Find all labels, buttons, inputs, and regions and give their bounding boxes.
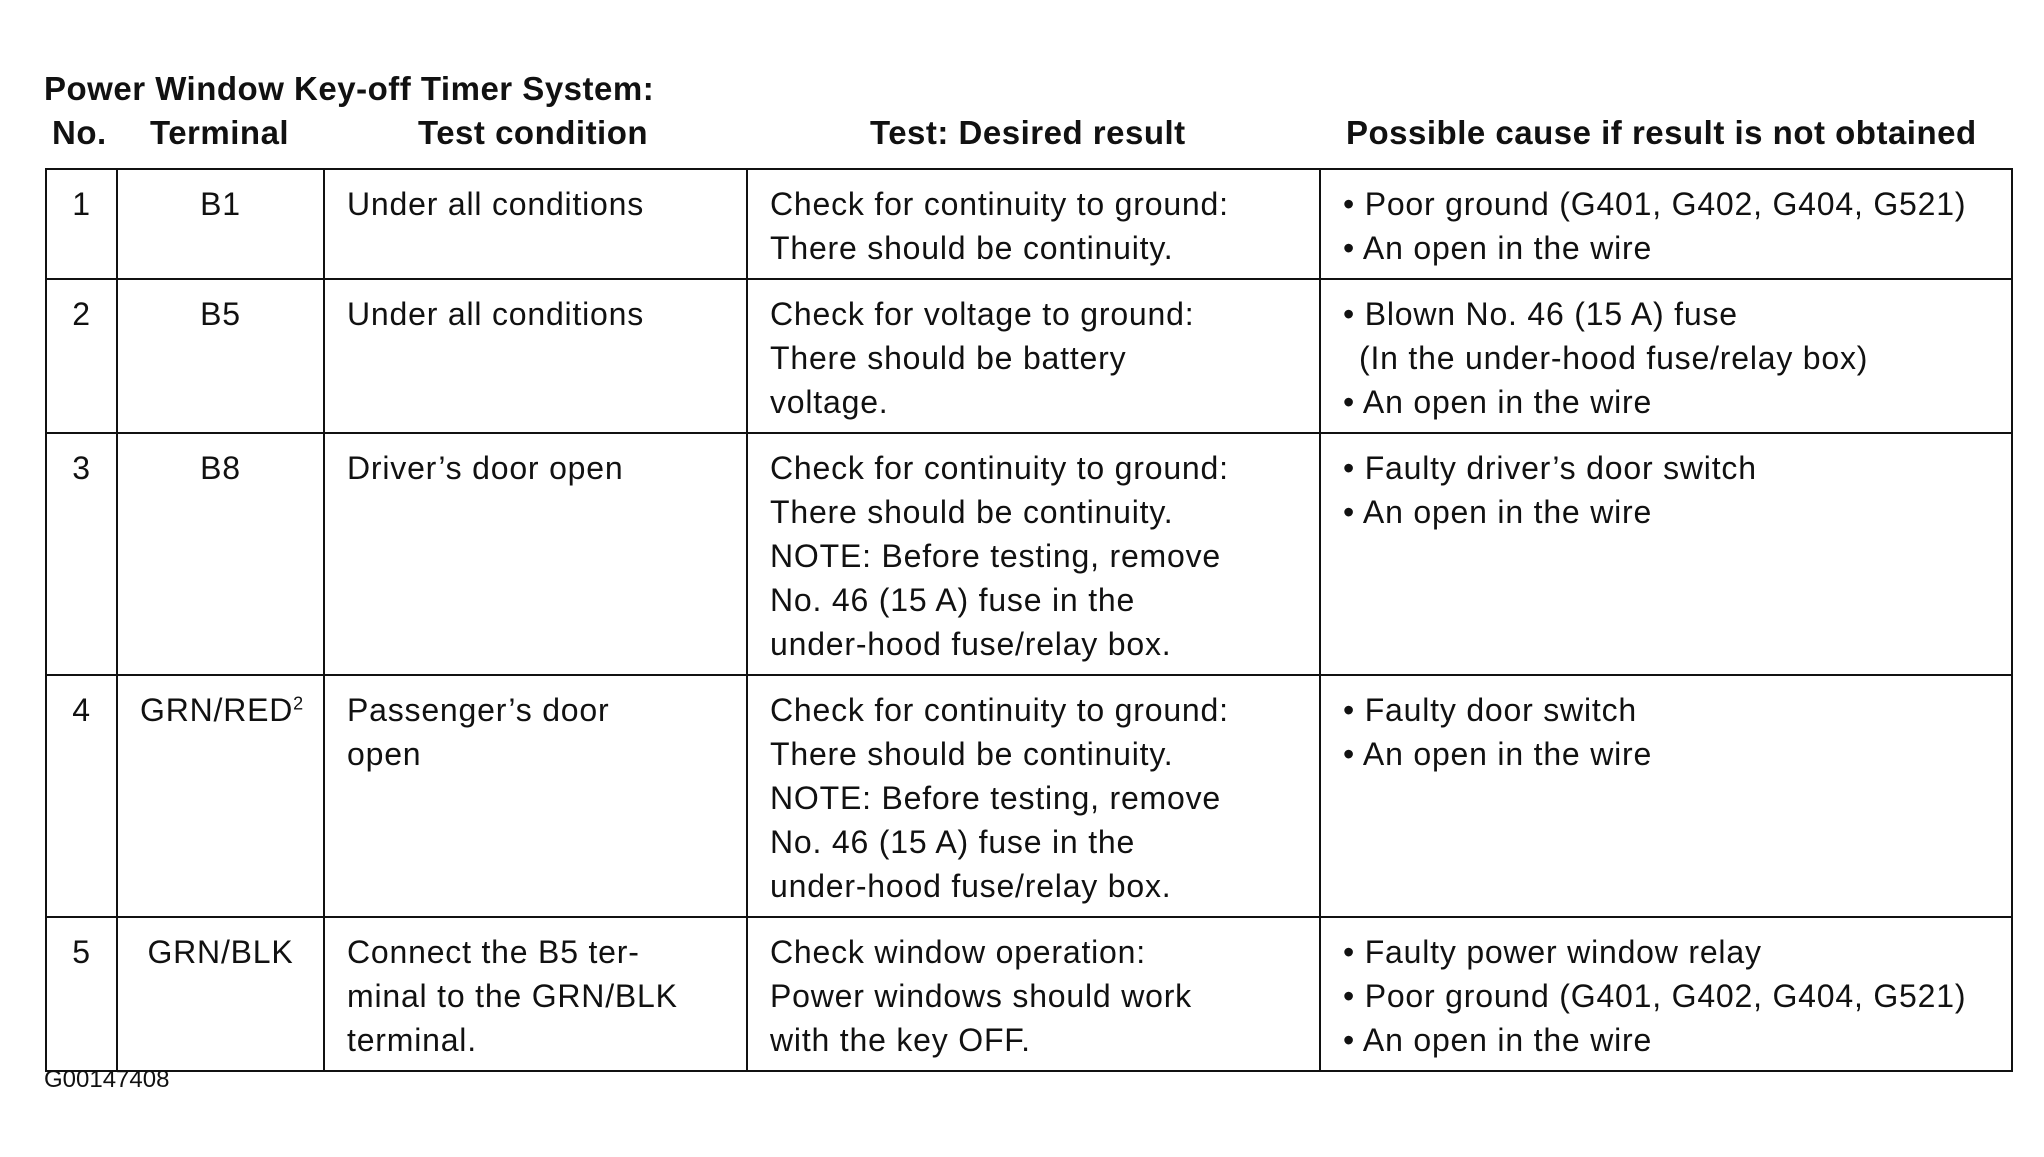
- possible-cause-item: • Faulty driver’s door switch: [1343, 450, 1757, 486]
- desired-result-line: NOTE: Before testing, remove: [770, 538, 1222, 574]
- possible-cause-item: • Blown No. 46 (15 A) fuse: [1343, 296, 1738, 332]
- table-row: [46, 279, 2012, 433]
- desired-result-line: No. 46 (15 A) fuse in the: [770, 824, 1136, 860]
- desired-result-cell: [747, 279, 1320, 433]
- test-condition-cell: [324, 169, 747, 279]
- table-body: [46, 169, 2012, 1071]
- test-condition-line: Passenger’s door: [347, 692, 610, 728]
- test-condition-line: Under all conditions: [347, 186, 645, 222]
- desired-result-line: There should be battery: [770, 340, 1127, 376]
- desired-result-line: NOTE: Before testing, remove: [770, 780, 1222, 816]
- possible-cause-item: • Poor ground (G401, G402, G404, G521): [1343, 978, 1967, 1014]
- table-row: [46, 433, 2012, 675]
- desired-result-line: Check for continuity to ground:: [770, 450, 1229, 486]
- header-possible-cause: Possible cause if result is not obtained: [1346, 114, 1977, 151]
- test-condition-cell: [324, 279, 747, 433]
- possible-cause-cell: [1320, 169, 2012, 279]
- terminal-cell: [117, 433, 324, 675]
- desired-result-cell: [747, 433, 1320, 675]
- terminal-label: GRN/RED: [140, 692, 294, 728]
- figure-id: G00147408: [44, 1066, 170, 1093]
- header-terminal: Terminal: [150, 114, 290, 151]
- table-row: [46, 917, 2012, 1071]
- terminal-cell: [117, 279, 324, 433]
- possible-cause-item: • Faulty door switch: [1343, 692, 1637, 728]
- test-condition-cell: [324, 917, 747, 1071]
- row-number: 4: [46, 675, 117, 917]
- test-condition-line: Driver’s door open: [347, 450, 624, 486]
- terminal-cell: [117, 675, 324, 917]
- table-row: [46, 169, 2012, 279]
- possible-cause-item: (In the under-hood fuse/relay box): [1359, 340, 1869, 376]
- footnote-marker: 2: [293, 693, 304, 714]
- desired-result-line: There should be continuity.: [770, 494, 1174, 530]
- test-condition-line: terminal.: [347, 1022, 477, 1058]
- desired-result-line: No. 46 (15 A) fuse in the: [770, 582, 1136, 618]
- possible-cause-cell: [1320, 675, 2012, 917]
- test-condition-line: Connect the B5 ter-: [347, 934, 640, 970]
- row-number: 1: [46, 169, 117, 279]
- desired-result-line: There should be continuity.: [770, 736, 1174, 772]
- desired-result-line: voltage.: [770, 384, 889, 420]
- header-no: No.: [52, 114, 107, 151]
- diagnostic-table: [45, 168, 2013, 1072]
- header-desired-result: Test: Desired result: [870, 114, 1186, 151]
- desired-result-line: under-hood fuse/relay box.: [770, 868, 1172, 904]
- row-number: 3: [46, 433, 117, 675]
- test-condition-line: Under all conditions: [347, 296, 645, 332]
- desired-result-cell: [747, 675, 1320, 917]
- terminal-cell: [117, 169, 324, 279]
- possible-cause-item: • An open in the wire: [1343, 230, 1653, 266]
- possible-cause-cell: [1320, 279, 2012, 433]
- desired-result-line: Check for continuity to ground:: [770, 692, 1229, 728]
- row-number: 5: [46, 917, 117, 1071]
- terminal-label: B8: [200, 450, 241, 486]
- possible-cause-item: • An open in the wire: [1343, 384, 1653, 420]
- desired-result-cell: [747, 169, 1320, 279]
- table-title: Power Window Key-off Timer System:: [44, 70, 655, 107]
- desired-result-line: There should be continuity.: [770, 230, 1174, 266]
- table-row: [46, 675, 2012, 917]
- desired-result-line: Check window operation:: [770, 934, 1146, 970]
- desired-result-line: with the key OFF.: [770, 1022, 1031, 1058]
- header-test-condition: Test condition: [418, 114, 649, 151]
- test-condition-cell: [324, 675, 747, 917]
- terminal-label: B5: [200, 296, 241, 332]
- test-condition-line: minal to the GRN/BLK: [347, 978, 678, 1014]
- test-condition-line: open: [347, 736, 422, 772]
- terminal-cell: [117, 917, 324, 1071]
- possible-cause-item: • An open in the wire: [1343, 494, 1653, 530]
- desired-result-line: Check for continuity to ground:: [770, 186, 1229, 222]
- possible-cause-item: • Poor ground (G401, G402, G404, G521): [1343, 186, 1967, 222]
- possible-cause-item: • Faulty power window relay: [1343, 934, 1762, 970]
- terminal-label: GRN/BLK: [147, 934, 294, 970]
- desired-result-line: Power windows should work: [770, 978, 1192, 1014]
- possible-cause-item: • An open in the wire: [1343, 1022, 1653, 1058]
- possible-cause-cell: [1320, 433, 2012, 675]
- test-condition-cell: [324, 433, 747, 675]
- possible-cause-cell: [1320, 917, 2012, 1071]
- terminal-label: B1: [200, 186, 241, 222]
- desired-result-cell: [747, 917, 1320, 1071]
- desired-result-line: under-hood fuse/relay box.: [770, 626, 1172, 662]
- desired-result-line: Check for voltage to ground:: [770, 296, 1195, 332]
- possible-cause-item: • An open in the wire: [1343, 736, 1653, 772]
- row-number: 2: [46, 279, 117, 433]
